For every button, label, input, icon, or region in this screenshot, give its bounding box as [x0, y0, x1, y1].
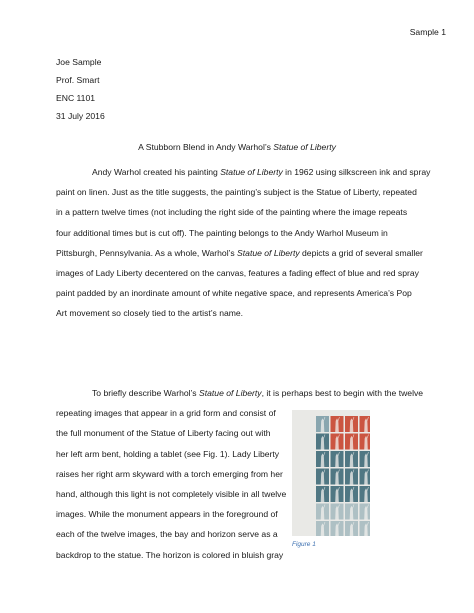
- title-italic: Statue of Liberty: [273, 142, 336, 152]
- figure-panel: [345, 434, 358, 450]
- figure-panel: [345, 469, 358, 485]
- instructor-name: Prof. Smart: [56, 75, 100, 85]
- figure-panel: [360, 486, 371, 502]
- italic-title-ref: Statue of Liberty: [199, 388, 262, 398]
- figure-panel: [345, 451, 358, 467]
- course-code: ENC 1101: [56, 93, 96, 103]
- page-header-label: Sample 1: [409, 27, 446, 37]
- text-line: [56, 545, 416, 565]
- figure-panel: [331, 469, 344, 485]
- italic-title-ref: Statue of Liberty: [237, 247, 300, 258]
- text-segment: her left arm bent, holding a tablet (see Fig. 1). Lady Liberty: [56, 448, 280, 459]
- figure-panel: [331, 521, 344, 536]
- text-line: [56, 283, 416, 303]
- text-segment: four additional times but is cut off). The painting belongs to the Andy Warhol Museum in: [56, 227, 388, 238]
- figure-panel: [345, 416, 358, 432]
- text-segment: paint on linen. Just as the title suggests, the painting’s subject is the Statue of Liberty, repeated: [56, 187, 417, 198]
- figure-panel: [345, 504, 358, 520]
- figure-panel: [331, 504, 344, 520]
- text-line: [56, 263, 419, 283]
- paper-date: 31 July 2016: [56, 111, 105, 121]
- text-segment: in 1962 using silkscreen ink and spray: [282, 167, 431, 177]
- figure-panel: [316, 416, 329, 432]
- figure-panel: [331, 434, 344, 450]
- italic-title-ref: Statue of Liberty: [220, 167, 283, 177]
- text-segment: Pittsburgh, Pennsylvania. As a whole, Warhol’s: [56, 247, 238, 258]
- paper-title: [0, 142, 474, 152]
- text-segment: in a pattern twelve times (not including the right side of the painting where the image repeats: [56, 207, 408, 218]
- text-segment: paint padded by an inordinate amount of white negative space, and represents America’s Pop: [56, 288, 412, 299]
- text-line: [56, 223, 416, 243]
- figure-panel: [316, 521, 329, 536]
- text-segment: Art movement so closely tied to the artist’s name.: [56, 308, 244, 319]
- paragraph-1: [56, 162, 431, 324]
- text-segment: images. While the monument appears in the foreground of: [56, 509, 278, 520]
- figure-panel: [345, 521, 358, 536]
- figure-panel: [360, 504, 371, 520]
- figure-panel: [360, 521, 371, 536]
- text-line: [56, 243, 423, 263]
- figure-panel: [331, 451, 344, 467]
- warhol-statue-of-liberty-figure: [292, 410, 370, 536]
- title-text: A Stubborn Blend in Andy Warhol’s: [138, 142, 274, 152]
- figure-panel: [316, 504, 329, 520]
- text-segment: the full monument of the Statue of Liberty facing out with: [56, 428, 271, 439]
- figure-panel: [360, 416, 371, 432]
- text-segment: hand, although this light is not completely visible in all twelve: [56, 489, 287, 500]
- text-segment: To briefly describe Warhol’s: [92, 388, 199, 398]
- text-segment: depicts a grid of several smaller: [299, 247, 423, 258]
- text-line: [56, 303, 416, 323]
- text-segment: , it is perhaps best to begin with the twelve: [261, 388, 424, 398]
- figure-panel: [316, 434, 329, 450]
- text-line: [56, 162, 431, 182]
- text-segment: each of the twelve images, the bay and horizon serve as a: [56, 529, 278, 540]
- figure-panel: [360, 451, 371, 467]
- mla-heading: [56, 53, 105, 125]
- text-line: [56, 202, 416, 222]
- text-line: [56, 383, 424, 403]
- figure-panel: [331, 416, 344, 432]
- text-segment: raises her right arm skyward with a torch emerging from her: [56, 468, 283, 479]
- figure-panel: [360, 469, 371, 485]
- figure-caption: Figure 1: [292, 541, 316, 548]
- figure-panel: [316, 451, 329, 467]
- text-line: [56, 182, 416, 202]
- figure-panel: [316, 486, 329, 502]
- figure-panel: [331, 486, 344, 502]
- author-name: Joe Sample: [56, 57, 102, 67]
- text-segment: Andy Warhol created his painting: [92, 167, 221, 177]
- text-segment: repeating images that appear in a grid form and consist of: [56, 408, 276, 419]
- text-segment: images of Lady Liberty decentered on the canvas, features a fading effect of blue and red spray: [56, 268, 419, 279]
- figure-panel: [345, 486, 358, 502]
- text-segment: backdrop to the statue. The horizon is colored in bluish gray: [56, 549, 284, 560]
- figure-panel: [360, 434, 371, 450]
- figure-panel: [316, 469, 329, 485]
